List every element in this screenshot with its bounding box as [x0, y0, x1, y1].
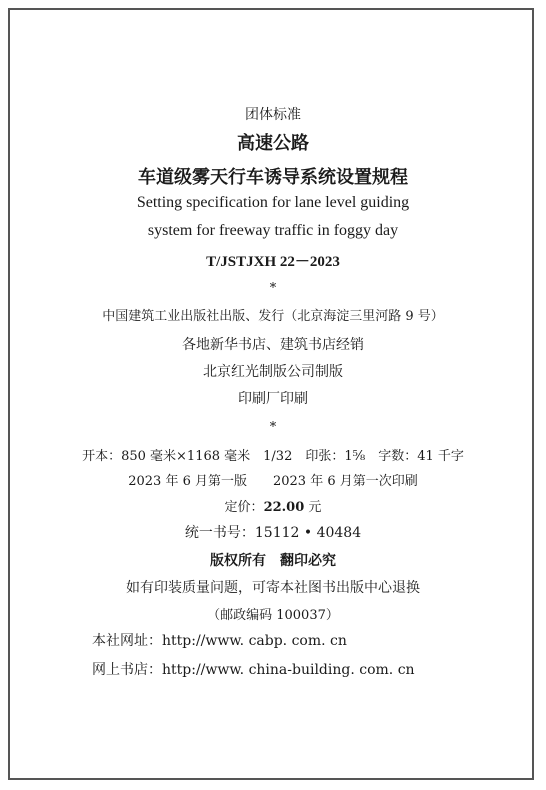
platemaker-line: 北京红光制版公司制版: [203, 364, 343, 380]
title-main: 高速公路: [237, 133, 309, 154]
separator-star-2: *: [269, 420, 277, 435]
price-label: 定价：: [224, 500, 264, 515]
title-english-line-2: system for freeway traffic in foggy day: [147, 222, 399, 239]
standard-code: T/JSTJXH 22－2023: [206, 254, 340, 270]
printer-line: 印刷厂印刷: [238, 391, 308, 407]
title-english-line-1: Setting specification for lane level guiding: [136, 194, 410, 211]
isbn-line: 统一书号：15112 • 40484: [184, 525, 362, 541]
website-line-1: 本社网址：http://www. cabp. com. cn: [92, 633, 347, 649]
title-sub: 车道级雾天行车诱导系统设置规程: [138, 167, 408, 188]
return-notice-line: 如有印装质量问题，可寄本社图书出版中心退换: [126, 580, 420, 596]
price-value: 22.00: [263, 500, 305, 515]
standard-category: 团体标准: [245, 107, 301, 123]
price-unit: 元: [308, 500, 322, 515]
publisher-line: 中国建筑工业出版社出版、发行（北京海淀三里河路 9 号）: [102, 309, 444, 324]
edition-line: 2023 年 6 月第一版 2023 年 6 月第一次印刷: [128, 474, 418, 489]
copyright-line: 版权所有 翻印必究: [210, 553, 336, 569]
postal-code-line: （邮政编码 100037）: [207, 608, 339, 623]
website-line-2: 网上书店：http://www. china-building. com. cn: [92, 662, 415, 678]
price-line: [0, 496, 546, 515]
separator-star-1: *: [269, 281, 277, 296]
distributor-line: 各地新华书店、建筑书店经销: [182, 337, 364, 353]
format-line: 开本：850 毫米×1168 毫米 1/32 印张：1⅝ 字数：41 千字: [82, 449, 464, 464]
